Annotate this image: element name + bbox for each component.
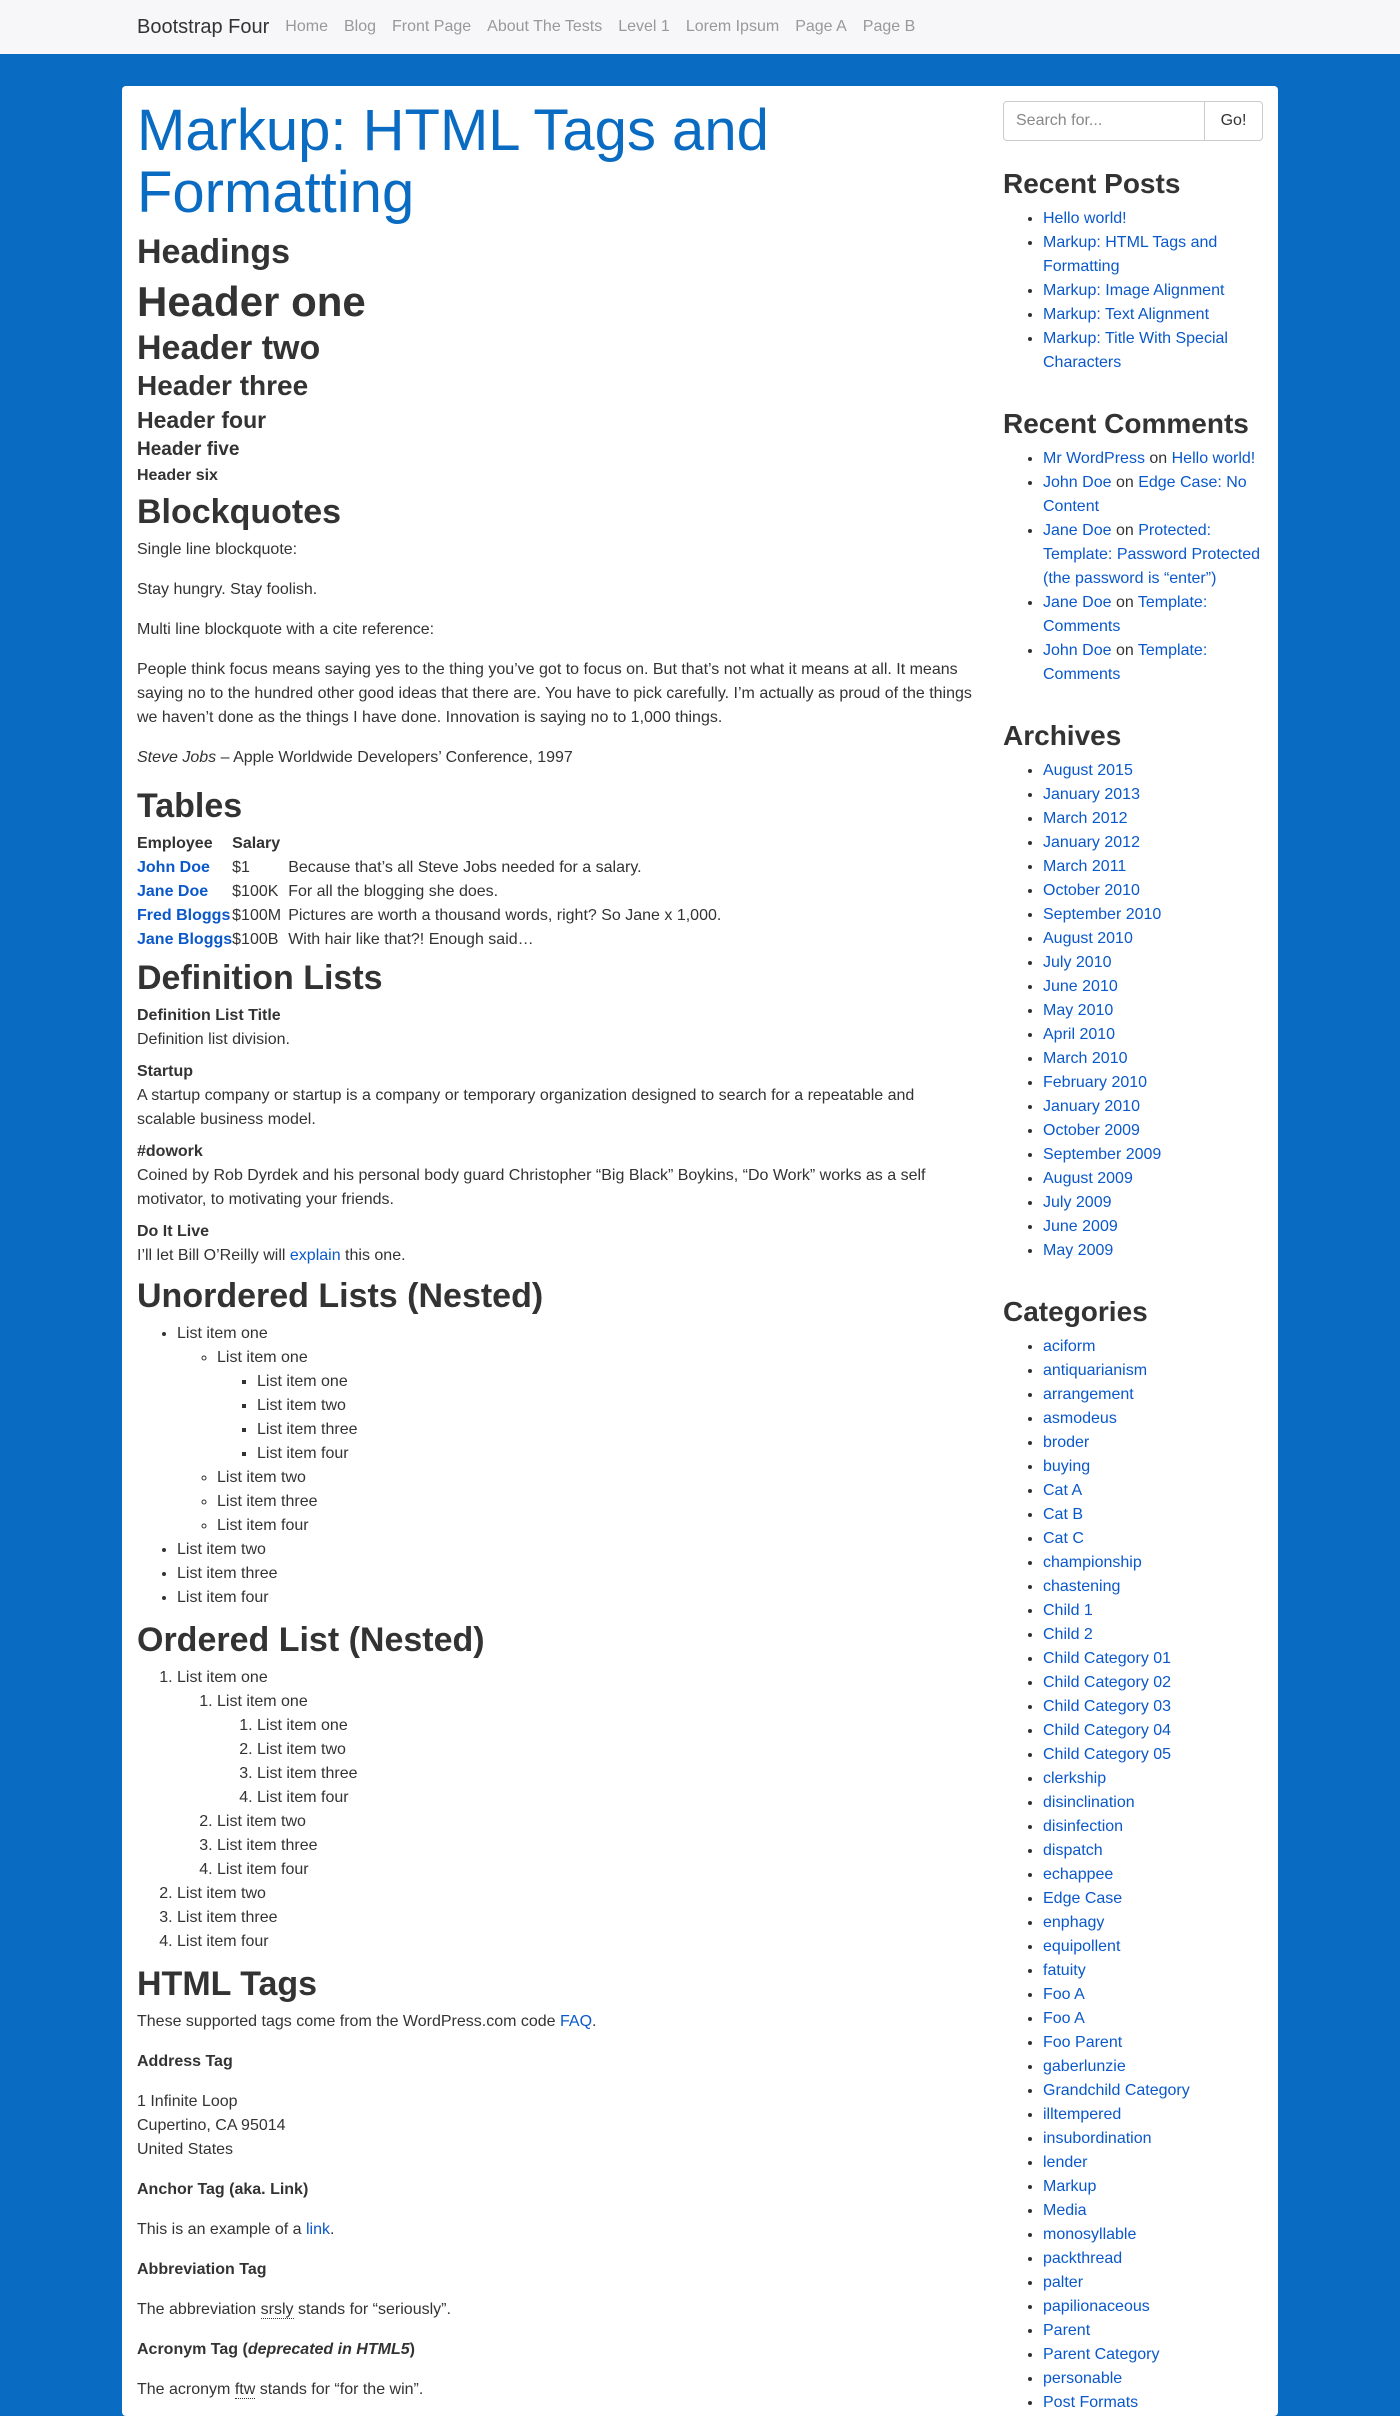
header-five: Header five <box>137 439 240 460</box>
category-link[interactable]: Cat B <box>1043 1506 1084 1523</box>
categories-title: Categories <box>1003 1296 1148 1327</box>
category-link[interactable]: arrangement <box>1043 1386 1134 1403</box>
nested-list <box>177 1346 972 1538</box>
table-row <box>137 856 721 880</box>
acronym-ftw: ftw <box>234 2381 256 2398</box>
navbar <box>0 0 1400 54</box>
table-row <box>137 928 721 952</box>
header-two: Header two <box>137 329 321 367</box>
list-item <box>1043 591 1268 639</box>
list-item <box>1043 1503 1268 1527</box>
category-link[interactable]: Markup <box>1043 2178 1097 2195</box>
unordered-list <box>137 1322 972 1610</box>
acronym-example: The acronym ftw stands for “for the win”. <box>137 2381 424 2398</box>
list-item: 2. List item two <box>217 1810 972 1834</box>
category-link[interactable]: dispatch <box>1043 1842 1103 1859</box>
archive-link[interactable]: July 2009 <box>1043 1194 1112 1211</box>
category-link[interactable]: disinclination <box>1043 1794 1135 1811</box>
list-item <box>1043 1959 1268 1983</box>
def-desc: A startup company or startup is a company or temporary organization designed to search for a repeatable and scalable business model. <box>137 1087 915 1128</box>
list-item <box>1043 1527 1268 1551</box>
category-link[interactable]: echappee <box>1043 1866 1114 1883</box>
list-item <box>1043 1671 1268 1695</box>
nav-link-about-the-tests[interactable]: About The Tests <box>487 18 603 35</box>
comment-on-text: on <box>1111 642 1138 659</box>
bq-cite <box>137 746 972 770</box>
list-item <box>1043 1719 1268 1743</box>
comment-author-link[interactable]: John Doe <box>1043 474 1112 491</box>
abbr-srsly: srsly <box>260 2301 294 2318</box>
employee-link[interactable]: John Doe <box>137 859 210 876</box>
list-item <box>1043 639 1268 687</box>
list-item <box>1043 2103 1268 2127</box>
category-link[interactable]: gaberlunzie <box>1043 2058 1126 2075</box>
category-link[interactable]: asmodeus <box>1043 1410 1117 1427</box>
list-item <box>1043 1599 1268 1623</box>
list-item: ▪ List item one <box>257 1370 972 1394</box>
list-item: 3. List item three <box>257 1762 972 1786</box>
list-item <box>1043 1863 1268 1887</box>
archive-link[interactable]: September 2010 <box>1043 906 1162 923</box>
list-item: ◦ List item one ▪ List item one ▪ List item two ▪ List item three ▪ List item four <box>217 1346 972 1466</box>
table-row <box>137 880 721 904</box>
list-item <box>1043 1215 1268 1239</box>
list-item: ◦ List item three <box>217 1490 972 1514</box>
comment-post-link[interactable]: Template: Comments <box>1043 642 1208 683</box>
list-item <box>1043 2247 1268 2271</box>
list-item <box>1043 1983 1268 2007</box>
table-cell-employee <box>137 856 232 880</box>
list-item <box>1043 1335 1268 1359</box>
list-item <box>1043 1887 1268 1911</box>
archive-link[interactable]: August 2015 <box>1043 762 1133 779</box>
def-term: Definition List Title <box>137 1007 281 1024</box>
list-item <box>1043 2055 1268 2079</box>
nav-link-page-a[interactable]: Page A <box>795 18 847 35</box>
list-item <box>1043 1647 1268 1671</box>
category-link[interactable]: chastening <box>1043 1578 1121 1595</box>
category-link[interactable]: Foo A <box>1043 2010 1085 2027</box>
nav-link-lorem-ipsum[interactable]: Lorem Ipsum <box>685 18 780 35</box>
comment-post-link[interactable]: Protected: Template: Password Protected (the password is “enter”) <box>1043 522 1260 587</box>
main-content <box>137 96 972 2416</box>
category-link[interactable]: Child Category 05 <box>1043 1746 1172 1763</box>
category-link[interactable]: Parent Category <box>1043 2346 1160 2363</box>
comment-post-link[interactable]: Template: Comments <box>1043 594 1208 635</box>
category-link[interactable]: monosyllable <box>1043 2226 1137 2243</box>
list-item: 3. List item three <box>217 1834 972 1858</box>
table-cell-note: For all the blogging she does. <box>288 883 499 900</box>
archive-link[interactable]: February 2010 <box>1043 1074 1148 1091</box>
category-link[interactable]: Child 1 <box>1043 1602 1093 1619</box>
list-item <box>1043 1359 1268 1383</box>
nav-link-home[interactable]: Home <box>285 18 328 35</box>
list-item <box>1043 855 1268 879</box>
table-header <box>288 832 721 856</box>
category-link[interactable]: lender <box>1043 2154 1088 2171</box>
list-item <box>1043 1143 1268 1167</box>
categories-widget <box>1003 1295 1268 2415</box>
archive-link[interactable]: March 2011 <box>1043 858 1127 875</box>
faq-link[interactable]: FAQ <box>560 2013 593 2030</box>
table-cell-note: Pictures are worth a thousand words, right? So Jane x 1,000. <box>288 907 722 924</box>
category-link[interactable]: disinfection <box>1043 1818 1124 1835</box>
archive-link[interactable]: January 2012 <box>1043 834 1140 851</box>
category-link[interactable]: Media <box>1043 2202 1087 2219</box>
recent-post-link[interactable]: Markup: HTML Tags and Formatting <box>1043 234 1218 275</box>
employee-link[interactable]: Jane Bloggs <box>137 931 233 948</box>
archive-link[interactable]: June 2010 <box>1043 978 1118 995</box>
comment-author-link[interactable]: Jane Doe <box>1043 522 1112 539</box>
dol-pre: I’ll let Bill O’Reilly will <box>137 1247 290 1264</box>
abbr-example: The abbreviation srsly stands for “seriously”. <box>137 2301 451 2318</box>
archive-link[interactable]: June 2009 <box>1043 1218 1118 1235</box>
category-link[interactable]: Foo Parent <box>1043 2034 1123 2051</box>
nested-list <box>217 1370 972 1466</box>
recent-comments-widget <box>1003 407 1268 687</box>
list-item: ◦ List item two <box>217 1466 972 1490</box>
category-link[interactable]: buying <box>1043 1458 1091 1475</box>
category-link[interactable]: Child Category 01 <box>1043 1650 1172 1667</box>
list-item <box>1043 1743 1268 1767</box>
address-label: Address Tag <box>137 2053 233 2070</box>
list-item: • List item four <box>177 1586 972 1610</box>
category-link[interactable]: Post Formats <box>1043 2394 1139 2411</box>
list-item <box>1043 1431 1268 1455</box>
category-link[interactable]: Parent <box>1043 2322 1091 2339</box>
post-title[interactable]: Markup: HTML Tags and Formatting <box>137 98 769 225</box>
list-item <box>1043 2079 1268 2103</box>
html-intro: These supported tags come from the WordPress.com code FAQ. <box>137 2013 597 2030</box>
list-item <box>1043 903 1268 927</box>
list-item <box>1043 279 1268 303</box>
list-item <box>1043 1695 1268 1719</box>
list-item <box>1043 927 1268 951</box>
list-item <box>1043 1023 1268 1047</box>
archive-link[interactable]: January 2013 <box>1043 786 1140 803</box>
comment-on-text: on <box>1111 522 1139 539</box>
list-item <box>1043 1191 1268 1215</box>
list-item <box>1043 1911 1268 1935</box>
list-item: 4. List item four <box>177 1930 972 1954</box>
category-link[interactable]: Child Category 02 <box>1043 1674 1172 1691</box>
archive-link[interactable]: October 2009 <box>1043 1122 1140 1139</box>
list-item: ◦ List item four <box>217 1514 972 1538</box>
search-form <box>1003 101 1268 141</box>
archive-link[interactable]: August 2009 <box>1043 1170 1133 1187</box>
comment-on-text: on <box>1111 474 1139 491</box>
header-three: Header three <box>137 370 309 401</box>
archive-link[interactable]: July 2010 <box>1043 954 1112 971</box>
list-item <box>1043 2007 1268 2031</box>
anchor-example: This is an example of a link. <box>137 2221 335 2238</box>
list-item <box>1043 1095 1268 1119</box>
deflists-title: Definition Lists <box>137 959 383 997</box>
table-cell-note: Because that’s all Steve Jobs needed for a salary. <box>288 859 642 876</box>
category-link[interactable]: Cat C <box>1043 1530 1084 1547</box>
comment-on-text: on <box>1111 594 1138 611</box>
list-item <box>1043 471 1268 519</box>
list-item <box>1043 1935 1268 1959</box>
list-item <box>1043 1071 1268 1095</box>
list-item <box>1043 1119 1268 1143</box>
explain-link[interactable]: explain <box>289 1247 341 1264</box>
archives-list <box>1003 759 1268 1263</box>
list-item <box>1043 999 1268 1023</box>
html-tags-title: HTML Tags <box>137 1965 318 2003</box>
def-term: Do It Live <box>137 1223 210 1240</box>
archive-link[interactable]: August 2010 <box>1043 930 1133 947</box>
header-four: Header four <box>137 407 267 433</box>
list-item <box>1043 1623 1268 1647</box>
table-header: Salary <box>232 835 281 852</box>
list-item: 1. List item one 1. List item one 1. List item one 2. List item two 3. List item three 4. List item four 2. List item two 3. List item three 4. List item four <box>177 1666 972 1882</box>
category-link[interactable]: Child Category 03 <box>1043 1698 1172 1715</box>
list-item <box>1043 1047 1268 1071</box>
comment-author-link[interactable]: John Doe <box>1043 642 1112 659</box>
bq-single: Stay hungry. Stay foolish. <box>137 581 318 598</box>
content-card <box>122 86 1278 2416</box>
address-block: 1 Infinite Loop Cupertino, CA 95014 United States <box>137 2093 286 2158</box>
list-item <box>1043 2271 1268 2295</box>
table-cell-employee <box>137 928 232 952</box>
archive-link[interactable]: January 2010 <box>1043 1098 1140 1115</box>
list-item <box>1043 2391 1268 2415</box>
bq-single-label: Single line blockquote: <box>137 541 298 558</box>
archive-link[interactable]: March 2010 <box>1043 1050 1128 1067</box>
table-cell-salary: $1 <box>232 859 250 876</box>
archive-link[interactable]: April 2010 <box>1043 1026 1116 1043</box>
categories-list <box>1003 1335 1268 2415</box>
table-header: Employee <box>137 835 213 852</box>
list-item <box>1043 2295 1268 2319</box>
archives-widget <box>1003 719 1268 1263</box>
comment-post-link[interactable]: Hello world! <box>1171 450 1256 467</box>
cite-name: Steve Jobs <box>137 749 217 766</box>
ordered-list <box>137 1666 972 1954</box>
employee-link[interactable]: Jane Doe <box>137 883 209 900</box>
definition-list <box>137 1004 972 1268</box>
list-item: 1. List item one 1. List item one 2. List item two 3. List item three 4. List item four <box>217 1690 972 1810</box>
tables-title: Tables <box>137 787 243 825</box>
list-item: 2. List item two <box>257 1738 972 1762</box>
category-link[interactable]: Child 2 <box>1043 1626 1093 1643</box>
nav-link-page-b[interactable]: Page B <box>862 18 916 35</box>
category-link[interactable]: Grandchild Category <box>1043 2082 1190 2099</box>
def-desc: Definition list division. <box>137 1031 290 1048</box>
list-item <box>1043 1455 1268 1479</box>
nav-link-blog[interactable]: Blog <box>343 18 377 35</box>
list-item <box>1043 783 1268 807</box>
table-cell-salary: $100K <box>232 883 279 900</box>
bq-multi-label: Multi line blockquote with a cite reference: <box>137 621 435 638</box>
list-item <box>1043 831 1268 855</box>
table-cell-note: With hair like that?! Enough said… <box>288 931 534 948</box>
category-link[interactable]: Child Category 04 <box>1043 1722 1172 1739</box>
list-item <box>1043 1479 1268 1503</box>
list-item <box>1043 2199 1268 2223</box>
list-item <box>1043 1167 1268 1191</box>
def-term: Startup <box>137 1063 193 1080</box>
def-desc <box>137 1244 972 1268</box>
blockquotes-title: Blockquotes <box>137 493 342 531</box>
list-item <box>1043 519 1268 591</box>
list-item <box>1043 879 1268 903</box>
list-item: • List item two <box>177 1538 972 1562</box>
category-link[interactable]: clerkship <box>1043 1770 1107 1787</box>
category-link[interactable]: personable <box>1043 2370 1123 2387</box>
navbar-brand[interactable]: Bootstrap Four <box>137 15 270 38</box>
list-item: 4. List item four <box>257 1786 972 1810</box>
category-link[interactable]: equipollent <box>1043 1938 1121 1955</box>
acronym-label: Acronym Tag (deprecated in HTML5) <box>137 2341 415 2358</box>
cite-rest: – Apple Worldwide Developers’ Conference, 1997 <box>216 749 573 766</box>
category-link[interactable]: illtempered <box>1043 2106 1122 2123</box>
list-item <box>1043 2319 1268 2343</box>
list-item: 3. List item three <box>177 1906 972 1930</box>
table-header-row <box>137 832 721 856</box>
category-link[interactable]: Edge Case <box>1043 1890 1123 1907</box>
sidebar <box>1003 101 1268 2416</box>
list-item: 2. List item two <box>177 1882 972 1906</box>
ul-title: Unordered Lists (Nested) <box>137 1277 544 1315</box>
list-item <box>1043 2223 1268 2247</box>
list-item <box>1043 447 1268 471</box>
header-six: Header six <box>137 467 218 484</box>
archive-link[interactable]: March 2012 <box>1043 810 1128 827</box>
list-item <box>1043 1239 1268 1263</box>
category-link[interactable]: enphagy <box>1043 1914 1105 1931</box>
list-item: • List item one ◦ List item one ▪ List item one ▪ List item two ▪ List item three ▪ List item four ◦ List item two ◦ List item three ◦ List item four <box>177 1322 972 1538</box>
list-item: • List item three <box>177 1562 972 1586</box>
category-link[interactable]: papilionaceous <box>1043 2298 1150 2315</box>
table-cell-salary: $100B <box>232 931 279 948</box>
employee-link[interactable]: Fred Bloggs <box>137 907 231 924</box>
list-item <box>1043 1767 1268 1791</box>
list-item <box>1043 231 1268 279</box>
category-link[interactable]: palter <box>1043 2274 1084 2291</box>
comment-author-link[interactable]: Jane Doe <box>1043 594 1112 611</box>
recent-post-link[interactable]: Markup: Title With Special Characters <box>1043 330 1228 371</box>
nested-list <box>217 1714 972 1810</box>
list-item <box>1043 207 1268 231</box>
recent-posts-title: Recent Posts <box>1003 168 1181 199</box>
nav-link-level-1[interactable]: Level 1 <box>618 18 670 35</box>
bq-multi: People think focus means saying yes to the thing you’ve got to focus on. But that’s not what it means at all. It means saying no to the hundred other good ideas that there are. You have to pick carefully. I’m actually as proud of the things we haven’t done as the things I have done. Innovation is saying no to 1,000 things. <box>137 661 972 726</box>
dol-post: this one. <box>340 1247 406 1264</box>
list-item: ▪ List item three <box>257 1418 972 1442</box>
list-item <box>1043 2127 1268 2151</box>
list-item: 1. List item one <box>257 1714 972 1738</box>
list-item <box>1043 2343 1268 2367</box>
list-item: ▪ List item four <box>257 1442 972 1466</box>
comment-on-text: on <box>1144 450 1172 467</box>
archive-link[interactable]: May 2010 <box>1043 1002 1114 1019</box>
list-item <box>1043 2151 1268 2175</box>
anchor-label: Anchor Tag (aka. Link) <box>137 2181 309 2198</box>
list-item <box>1043 2175 1268 2199</box>
recent-posts-list <box>1003 207 1268 375</box>
category-link[interactable]: broder <box>1043 1434 1090 1451</box>
table-cell-salary: $100M <box>232 907 282 924</box>
list-item <box>1043 2367 1268 2391</box>
list-item <box>1043 975 1268 999</box>
list-item <box>1043 951 1268 975</box>
example-link[interactable]: link <box>305 2221 330 2238</box>
abbr-label: Abbreviation Tag <box>137 2261 267 2278</box>
list-item <box>1043 1815 1268 1839</box>
category-link[interactable]: antiquarianism <box>1043 1362 1148 1379</box>
recent-post-link[interactable]: Hello world! <box>1043 210 1127 227</box>
nested-list <box>177 1690 972 1882</box>
table-row <box>137 904 721 928</box>
list-item <box>1043 1575 1268 1599</box>
recent-post-link[interactable]: Markup: Text Alignment <box>1043 306 1210 323</box>
list-item <box>1043 1551 1268 1575</box>
ol-title: Ordered List (Nested) <box>137 1621 485 1659</box>
header-one: Header one <box>137 278 366 325</box>
list-item <box>1043 303 1268 327</box>
list-item <box>1043 759 1268 783</box>
category-link[interactable]: aciform <box>1043 1338 1096 1355</box>
list-item <box>1043 1383 1268 1407</box>
recent-posts-widget <box>1003 167 1268 375</box>
headings-title: Headings <box>137 233 291 271</box>
nav-link-front-page[interactable]: Front Page <box>392 18 472 35</box>
category-link[interactable]: championship <box>1043 1554 1142 1571</box>
comment-post-link[interactable]: Edge Case: No Content <box>1043 474 1247 515</box>
archives-title: Archives <box>1003 720 1122 751</box>
list-item: ▪ List item two <box>257 1394 972 1418</box>
def-term: #dowork <box>137 1143 203 1160</box>
category-link[interactable]: Foo A <box>1043 1986 1085 2003</box>
category-link[interactable]: insubordination <box>1043 2130 1152 2147</box>
table-cell-employee <box>137 904 232 928</box>
comment-author-link[interactable]: Mr WordPress <box>1043 450 1145 467</box>
list-item <box>1043 1839 1268 1863</box>
list-item <box>1043 1791 1268 1815</box>
category-link[interactable]: packthread <box>1043 2250 1123 2267</box>
search-input[interactable] <box>1003 101 1205 141</box>
archive-link[interactable]: September 2009 <box>1043 1146 1162 1163</box>
category-link[interactable]: fatuity <box>1043 1962 1086 1979</box>
list-item <box>1043 2031 1268 2055</box>
def-desc: Coined by Rob Dyrdek and his personal body guard Christopher “Big Black” Boykins, “Do Work” works as a self motivator, to motivating your friends. <box>137 1167 926 1208</box>
list-item: 4. List item four <box>217 1858 972 1882</box>
list-item <box>1043 1407 1268 1431</box>
list-item <box>1043 327 1268 375</box>
employee-table <box>137 832 721 952</box>
category-link[interactable]: Cat A <box>1043 1482 1083 1499</box>
recent-post-link[interactable]: Markup: Image Alignment <box>1043 282 1225 299</box>
recent-comments-list <box>1003 447 1268 687</box>
archive-link[interactable]: May 2009 <box>1043 1242 1114 1259</box>
table-cell-employee <box>137 880 232 904</box>
search-button[interactable]: Go! <box>1205 101 1263 141</box>
list-item <box>1043 807 1268 831</box>
archive-link[interactable]: October 2010 <box>1043 882 1140 899</box>
recent-comments-title: Recent Comments <box>1003 408 1249 439</box>
